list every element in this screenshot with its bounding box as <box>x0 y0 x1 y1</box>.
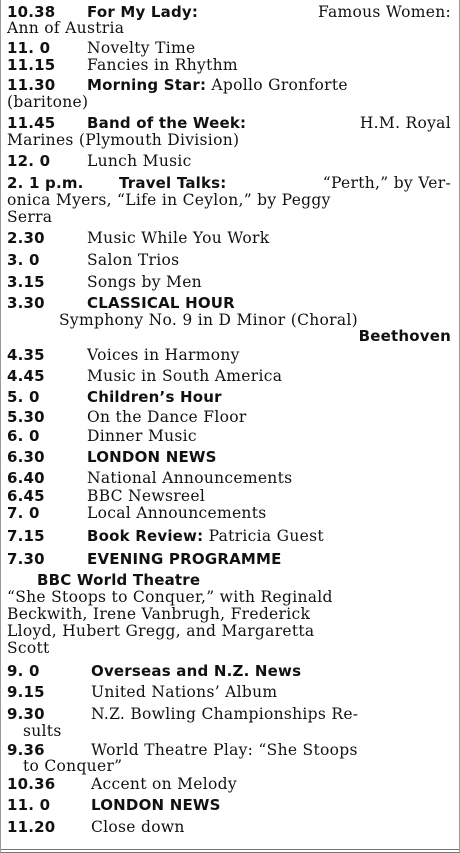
programme-time: 11.45 <box>7 114 56 132</box>
programme-title: BBC Newsreel <box>87 487 206 505</box>
programme-title: “Perth,” by Ver- <box>322 174 451 192</box>
programme-heading: Book Review: <box>87 527 204 545</box>
programme-heading: Band of the Week: <box>87 114 247 132</box>
programme-heading: EVENING PROGRAMME <box>87 550 282 568</box>
programme-title: Dinner Music <box>87 427 197 445</box>
programme-time: 6.45 <box>7 487 45 505</box>
programme-title: Apollo Gronforte <box>211 76 348 94</box>
composer-name: Beethoven <box>358 327 451 345</box>
programme-title: Close down <box>91 818 185 836</box>
programme-title: Famous Women: <box>317 3 451 21</box>
programme-heading: LONDON NEWS <box>87 448 217 466</box>
programme-title: Songs by Men <box>87 273 202 291</box>
programme-time: 10.36 <box>7 775 56 793</box>
programme-time: 3. 0 <box>7 251 40 269</box>
programme-continuation: Serra <box>7 208 53 226</box>
programme-subheading: BBC World Theatre <box>37 571 201 589</box>
programme-time: 4.45 <box>7 367 45 385</box>
programme-title: N.Z. Bowling Championships Re- <box>91 705 359 723</box>
programme-time: 3.30 <box>7 294 45 312</box>
programme-time: 5.30 <box>7 408 45 426</box>
programme-time: 11. 0 <box>7 796 51 814</box>
programme-continuation: Marines (Plymouth Division) <box>7 131 240 149</box>
programme-title: Voices in Harmony <box>87 346 240 364</box>
programme-title: Lunch Music <box>87 152 192 170</box>
programme-title: World Theatre Play: “She Stoops <box>91 741 358 759</box>
programme-time: 11. 0 <box>7 39 51 57</box>
programme-time: 6.40 <box>7 469 45 487</box>
programme-continuation: Ann of Austria <box>7 19 125 37</box>
programme-title: Patricia Guest <box>208 527 324 545</box>
programme-continuation: Lloyd, Hubert Gregg, and Margaretta <box>7 622 315 640</box>
programme-continuation: sults <box>23 722 62 740</box>
programme-time: 11.15 <box>7 56 56 74</box>
programme-time: 7.30 <box>7 550 45 568</box>
programme-continuation: to Conquer” <box>23 757 123 775</box>
programme-continuation: Scott <box>7 639 50 657</box>
programme-time: 2. 1 p.m. <box>7 174 84 192</box>
programme-continuation: onica Myers, “Life in Ceylon,” by Peggy <box>7 191 331 209</box>
programme-title: National Announcements <box>87 469 293 487</box>
programme-time: 7. 0 <box>7 504 40 522</box>
programme-time: 7.15 <box>7 527 45 545</box>
programme-title: Music While You Work <box>87 229 270 247</box>
programme-time: 9.15 <box>7 683 45 701</box>
programme-time: 4.35 <box>7 346 45 364</box>
programme-time: 5. 0 <box>7 388 40 406</box>
programme-time: 6. 0 <box>7 427 40 445</box>
programme-heading: For My Lady: <box>87 3 199 21</box>
programme-time: 6.30 <box>7 448 45 466</box>
programme-continuation: (baritone) <box>7 93 89 111</box>
programme-heading: Morning Star: <box>87 76 207 94</box>
programme-time: 10.38 <box>7 3 56 21</box>
programme-heading: LONDON NEWS <box>91 796 221 814</box>
programme-title: United Nations’ Album <box>91 683 278 701</box>
programme-continuation: Symphony No. 9 in D Minor (Choral) <box>59 311 359 329</box>
programme-time: 9. 0 <box>7 662 40 680</box>
programme-heading: CLASSICAL HOUR <box>87 294 235 312</box>
programme-time: 11.30 <box>7 76 56 94</box>
programme-title: Novelty Time <box>87 39 196 57</box>
programme-title: Fancies in Rhythm <box>87 56 238 74</box>
programme-time: 12. 0 <box>7 152 51 170</box>
programme-heading: Travel Talks: <box>119 174 227 192</box>
programme-title: H.M. Royal <box>359 114 451 132</box>
programme-title: Music in South America <box>87 367 283 385</box>
programme-time: 9.30 <box>7 705 45 723</box>
programme-time: 2.30 <box>7 229 45 247</box>
programme-title: Local Announcements <box>87 504 267 522</box>
programme-title: On the Dance Floor <box>87 408 247 426</box>
programme-title: Accent on Melody <box>91 775 237 793</box>
programme-heading: Children’s Hour <box>87 388 222 406</box>
bottom-rule <box>1 849 459 850</box>
programme-title: Salon Trios <box>87 251 180 269</box>
programme-time: 3.15 <box>7 273 45 291</box>
programme-time: 11.20 <box>7 818 56 836</box>
programme-continuation: “She Stoops to Conquer,” with Reginald <box>7 588 333 606</box>
programme-time: 9.36 <box>7 741 45 759</box>
programme-heading: Overseas and N.Z. News <box>91 662 302 680</box>
programme-continuation: Beckwith, Irene Vanbrugh, Frederick <box>7 605 311 623</box>
